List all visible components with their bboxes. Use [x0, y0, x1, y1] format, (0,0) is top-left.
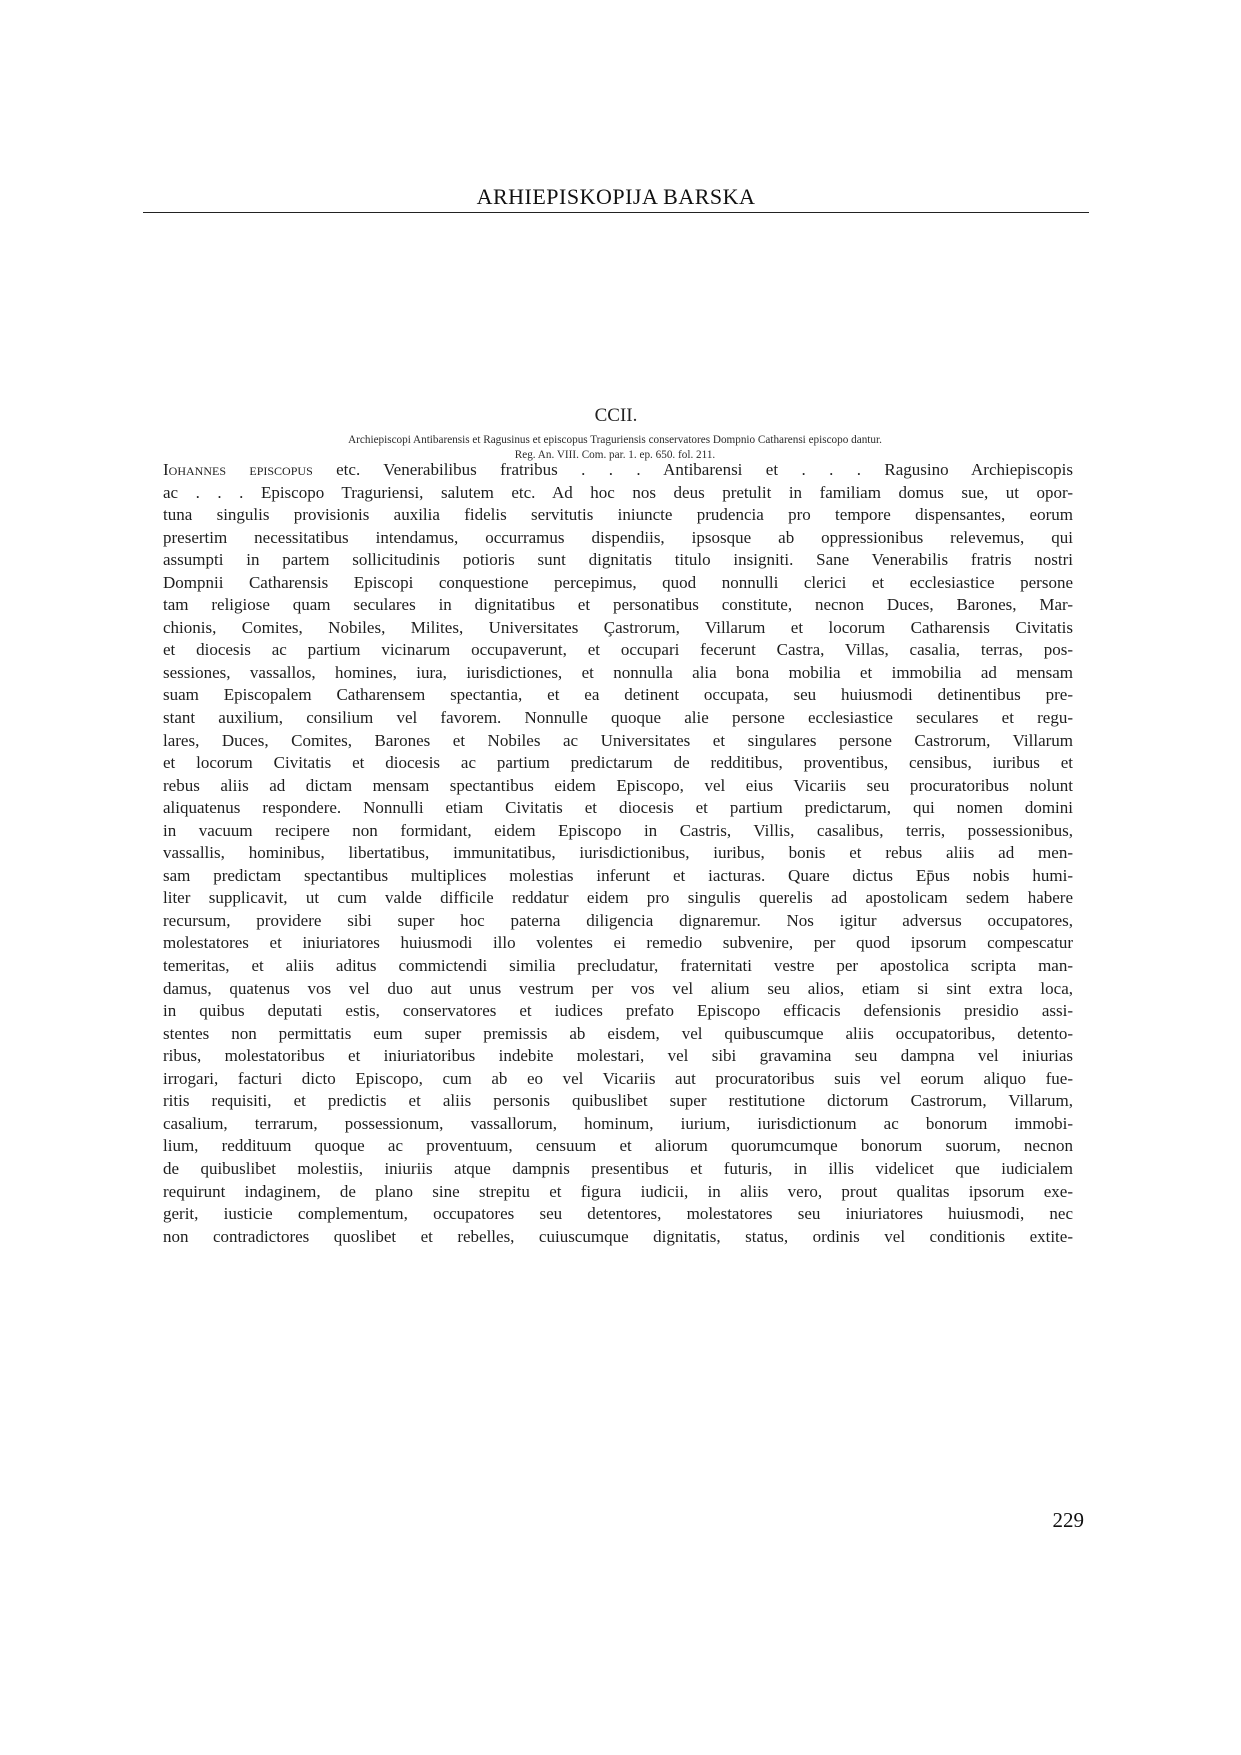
body-line: gerit, iusticie complementum, occupatores seu detentores, molestatores seu iniuriatores huiusmodi, nec — [163, 1204, 1073, 1224]
document-body — [163, 459, 1073, 1248]
body-line: et locorum Civitatis et diocesis ac partium predictarum de redditibus, proventibus, censibus, iuribus et — [163, 753, 1073, 773]
body-line: stentes non permittatis eum super premissis ab eisdem, vel quibuscumque aliis occupatoribus, detento- — [163, 1023, 1073, 1043]
body-line: temeritas, et aliis aditus commictendi similia precludatur, fraternitati vestre per apostolica scripta man- — [163, 956, 1073, 976]
body-line: aliquatenus respondere. Nonnulli etiam Civitatis et diocesis et partium predictarum, qui nomen domini — [163, 798, 1073, 818]
body-line: sam predictam spectantibus multiplices molestias inferunt et iacturas. Quare dictus Ep̄us nobis humi- — [163, 865, 1073, 885]
body-line: presertim necessitatibus intendamus, occurramus dispendiis, ipsosque ab oppressionibus relevemus, qui — [163, 527, 1073, 547]
body-line: Dompnii Catharensis Episcopi conquestione percepimus, quod nonnulli clerici et ecclesiastice persone — [163, 572, 1073, 592]
body-line: lares, Duces, Comites, Barones et Nobiles ac Universitates et singulares persone Castrorum, Villarum — [163, 730, 1073, 750]
body-line: in quibus deputati estis, conservatores et iudices prefato Episcopo efficacis defensionis presidio assi- — [163, 1001, 1073, 1021]
body-line: lium, reddituum quoque ac proventuum, censuum et aliorum quorumcumque bonorum suorum, necnon — [163, 1136, 1073, 1156]
page-number: 229 — [1052, 1508, 1084, 1532]
body-line: requirunt indaginem, de plano sine strepitu et figura iudicii, in aliis vero, prout qualitas ipsorum exe- — [163, 1181, 1073, 1201]
summary-line: Archiepiscopi Antibarensis et Ragusinus et episcopus Traguriensis conservatores Dompnio Catharensi episcopo dantur. — [348, 434, 882, 446]
body-line: de quibuslibet molestiis, iniuriis atque dampnis presentibus et futuris, in illis videlicet que iudicialem — [163, 1158, 1073, 1178]
body-line: rebus aliis ad dictam mensam spectantibus eidem Episcopo, vel eius Vicariis seu procuratoribus nolunt — [163, 775, 1073, 795]
header-rule — [143, 212, 1089, 213]
running-title: ARHIEPISKOPIJA BARSKA — [476, 184, 756, 209]
body-line: casalium, terrarum, possessionum, vassallorum, hominum, iurium, iurisdictionum ac bonorum immobi- — [163, 1113, 1073, 1133]
body-line: ribus, molestatoribus et iniuriatoribus indebite molestari, vel sibi gravamina seu dampna vel iniurias — [163, 1046, 1073, 1066]
body-line: irrogari, facturi dicto Episcopo, cum ab eo vel Vicariis aut procuratoribus suis vel eorum aliquo fue- — [163, 1068, 1073, 1088]
body-line: liter supplicavit, ut cum valde difficile reddatur eidem pro singulis querelis ad apostolicam sedem habere — [163, 888, 1073, 908]
body-line: damus, quatenus vos vel duo aut unus vestrum per vos vel alium seu alios, etiam si sint extra loca, — [163, 978, 1073, 998]
summary-reference: Reg. An. VIII. Com. par. 1. ep. 650. fol. 211. — [514, 449, 716, 461]
body-line: non contradictores quoslibet et rebelles, cuiuscumque dignitatis, status, ordinis vel conditionis extite- — [163, 1226, 1073, 1246]
body-line: tam religiose quam seculares in dignitatibus et personatibus constitute, necnon Duces, Barones, Mar- — [163, 595, 1073, 615]
body-line: chionis, Comites, Nobiles, Milites, Universitates Çastrorum, Villarum et locorum Catharensis Civitatis — [163, 617, 1073, 637]
body-line: sessiones, vassallos, homines, iura, iurisdictiones, et nonnulla alia bona mobilia et immobilia ad mensam — [163, 662, 1073, 682]
body-line: assumpti in partem sollicitudinis potioris sunt dignitatis titulo insigniti. Sane Venerabilis fratris nostri — [163, 550, 1073, 570]
body-line: vassallis, hominibus, libertatibus, immunitatibus, iurisdictionibus, iuribus, bonis et rebus aliis ad men- — [163, 843, 1073, 863]
body-line: tuna singulis provisionis auxilia fidelis servitutis iniuncte prudencia pro tempore dispensantes, eorum — [163, 505, 1073, 525]
body-line: ac . . . Episcopo Traguriensi, salutem etc. Ad hoc nos deus pretulit in familiam domus sue, ut opor- — [163, 482, 1073, 502]
document-number: CCII. — [594, 405, 638, 426]
body-line: stant auxilium, consilium vel favorem. Nonnulle quoque alie persone ecclesiastice seculares et regu- — [163, 708, 1073, 728]
body-line: et diocesis ac partium vicinarum occupaverunt, et occupari fecerunt Castra, Villas, casalia, terras, pos- — [163, 640, 1073, 660]
body-line: suam Episcopalem Catharensem spectantia, et ea detinent occupata, seu huiusmodi detinentibus pre- — [163, 685, 1073, 705]
body-line: in vacuum recipere non formidant, eidem Episcopo in Castris, Villis, casalibus, terris, possessionibus, — [163, 820, 1073, 840]
body-line: molestatores et iniuriatores huiusmodi illo volentes ei remedio subvenire, per quod ipsorum compescatur — [163, 933, 1073, 953]
body-line: ritis requisiti, et predictis et aliis personis quibuslibet super restitutione dictorum Castrorum, Villarum, — [163, 1091, 1073, 1111]
body-line-1: Iohannes episcopus etc. Venerabilibus fratribus . . . Antibarensi et . . . Ragusino Archiepiscopis — [163, 460, 1073, 479]
body-line: recursum, providere sibi super hoc paterna diligencia dignaremur. Nos igitur adversus occupatores, — [163, 910, 1073, 930]
opening-words: Iohannes episcopus — [163, 460, 313, 479]
